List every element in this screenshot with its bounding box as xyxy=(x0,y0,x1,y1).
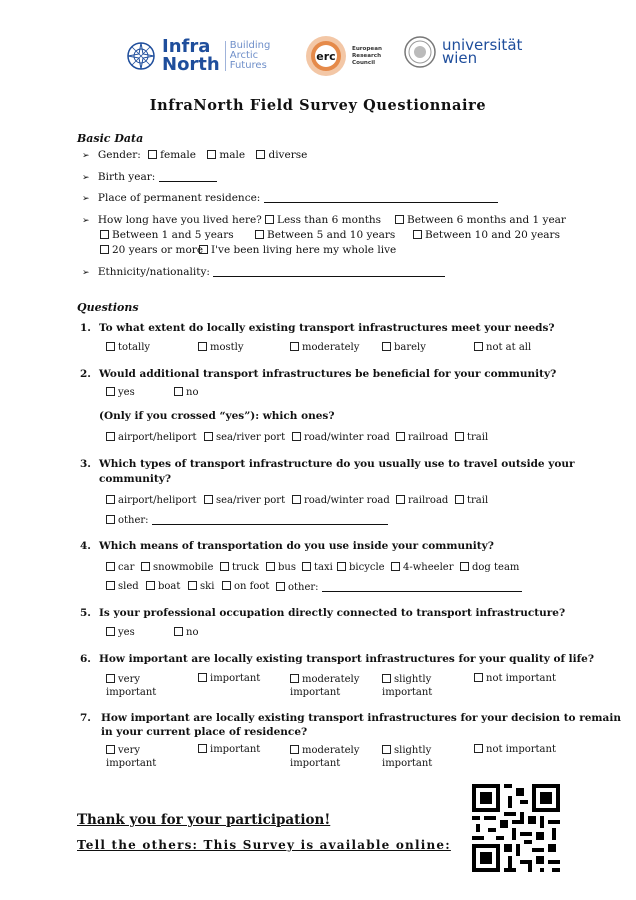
infranorth-logo xyxy=(126,38,270,74)
q7-number: 7. xyxy=(80,712,91,724)
duration-row-1 xyxy=(82,214,262,226)
q3-option-trail[interactable]: trail xyxy=(455,495,488,506)
checkbox-icon[interactable] xyxy=(174,627,183,636)
q4-option-sled[interactable]: sled xyxy=(106,581,139,592)
thank-you-text: Thank you for your participation! xyxy=(77,812,331,828)
checkbox-icon[interactable] xyxy=(106,387,115,396)
university-seal-icon xyxy=(404,36,436,68)
q3-option-road[interactable]: road/winter road xyxy=(292,495,390,506)
q6-option-moderately-important[interactable]: moderately important xyxy=(290,674,360,698)
checkbox-icon[interactable] xyxy=(302,562,311,571)
checkbox-icon[interactable] xyxy=(292,495,301,504)
checkbox-icon[interactable] xyxy=(106,745,115,754)
online-survey-text: Tell the others: This Survey is available online: xyxy=(77,838,451,852)
gender-male[interactable]: male xyxy=(207,149,245,161)
checkbox-icon[interactable] xyxy=(188,581,197,590)
checkbox-icon[interactable] xyxy=(146,581,155,590)
univie-logo xyxy=(404,36,522,68)
erc-name: European Research Council xyxy=(352,45,382,66)
duration-option-5[interactable]: Between 10 and 20 years xyxy=(413,229,560,241)
checkbox-icon[interactable] xyxy=(106,627,115,636)
checkbox-icon[interactable] xyxy=(106,581,115,590)
ethnicity-label: Ethnicity/nationality: xyxy=(97,266,210,278)
infranorth-tagline: Building Arctic Futures xyxy=(225,41,271,71)
checkbox-icon[interactable] xyxy=(455,495,464,504)
checkbox-icon[interactable] xyxy=(292,432,301,441)
q7-text-line2: in your current place of residence? xyxy=(101,726,308,738)
q2-sub-trail[interactable]: trail xyxy=(455,432,488,443)
q4-other-field[interactable] xyxy=(322,581,522,592)
q2-sub-railroad[interactable]: railroad xyxy=(396,432,448,443)
birth-year-label: Birth year: xyxy=(97,171,156,183)
q5-option-no[interactable]: no xyxy=(174,627,198,638)
gender-female[interactable]: female xyxy=(148,149,196,161)
checkbox-icon[interactable] xyxy=(204,495,213,504)
q7-option-important[interactable]: important xyxy=(198,744,260,755)
erc-burst-icon xyxy=(304,34,348,78)
erc-mark: erc xyxy=(316,50,336,63)
q6-number: 6. xyxy=(80,653,91,665)
birth-year-row xyxy=(82,171,217,183)
checkbox-icon[interactable] xyxy=(474,744,483,753)
checkbox-icon[interactable] xyxy=(290,745,299,754)
q4-text: Which means of transportation do you use inside your community? xyxy=(99,540,494,552)
q1-number: 1. xyxy=(80,322,91,334)
checkbox-icon[interactable] xyxy=(382,674,391,683)
checkbox-icon[interactable] xyxy=(106,432,115,441)
q4-option-bus[interactable]: bus xyxy=(266,562,296,573)
q3-text-line1: Which types of transport infrastructure do you usually use to travel outside your xyxy=(99,458,575,470)
duration-label: How long have you lived here? xyxy=(97,214,262,226)
gender-diverse[interactable]: diverse xyxy=(256,149,307,161)
q3-other-field[interactable] xyxy=(152,514,388,525)
q1-option-barely[interactable]: barely xyxy=(382,342,426,353)
ethnicity-row xyxy=(82,266,445,278)
erc-logo xyxy=(304,34,382,78)
residence-row xyxy=(82,192,498,204)
q7-text-line1: How important are locally existing transport infrastructures for your decision to remain xyxy=(101,712,621,724)
duration-option-4[interactable]: Between 5 and 10 years xyxy=(255,229,395,241)
duration-option-1[interactable]: Less than 6 months xyxy=(265,214,381,226)
q6-option-important[interactable]: important xyxy=(198,673,260,684)
q5-text: Is your professional occupation directly connected to transport infrastructure? xyxy=(99,607,566,619)
qr-code-icon[interactable] xyxy=(472,784,560,872)
checkbox-icon[interactable] xyxy=(141,562,150,571)
duration-option-7[interactable]: I've been living here my whole live xyxy=(199,244,396,256)
questions-heading: Questions xyxy=(77,301,139,314)
checkbox-icon[interactable] xyxy=(460,562,469,571)
q2-text: Would additional transport infrastructures be beneficial for your community? xyxy=(99,368,557,380)
checkbox-icon[interactable] xyxy=(106,342,115,351)
q5-option-yes[interactable]: yes xyxy=(106,627,135,638)
checkbox-icon[interactable] xyxy=(199,245,208,254)
q2-number: 2. xyxy=(80,368,91,380)
checkbox-icon[interactable] xyxy=(106,674,115,683)
q4-number: 4. xyxy=(80,540,91,552)
bullet-arrow-icon: ➢ xyxy=(82,216,90,226)
checkbox-icon[interactable] xyxy=(474,673,483,682)
checkbox-icon[interactable] xyxy=(174,387,183,396)
checkbox-icon[interactable] xyxy=(198,673,207,682)
q3-option-seaport[interactable]: sea/river port xyxy=(204,495,285,506)
page-title: InfraNorth Field Survey Questionnaire xyxy=(149,97,487,114)
q4-option-onfoot[interactable]: on foot xyxy=(222,581,269,592)
q6-option-not-important[interactable]: not important xyxy=(474,673,556,684)
q6-option-very-important[interactable]: very important xyxy=(106,674,157,698)
checkbox-icon[interactable] xyxy=(100,230,109,239)
q3-number: 3. xyxy=(80,458,91,470)
checkbox-icon[interactable] xyxy=(455,432,464,441)
basic-data-heading: Basic Data xyxy=(77,132,144,145)
checkbox-icon[interactable] xyxy=(266,562,275,571)
q6-option-slightly-important[interactable]: slightly important xyxy=(382,674,433,698)
q4-option-car[interactable]: car xyxy=(106,562,134,573)
q3-option-airport[interactable]: airport/heliport xyxy=(106,495,197,506)
q2-sub-airport[interactable]: airport/heliport xyxy=(106,432,197,443)
bullet-arrow-icon: ➢ xyxy=(82,151,90,161)
q1-option-mostly[interactable]: mostly xyxy=(198,342,244,353)
bullet-arrow-icon: ➢ xyxy=(82,194,90,204)
q7-option-not-important[interactable]: not important xyxy=(474,744,556,755)
q1-option-totally[interactable]: totally xyxy=(106,342,150,353)
checkbox-icon[interactable] xyxy=(396,495,405,504)
duration-option-2[interactable]: Between 6 months and 1 year xyxy=(395,214,566,226)
checkbox-icon[interactable] xyxy=(220,562,229,571)
q4-option-other[interactable]: other: xyxy=(276,581,522,593)
q2-option-yes[interactable]: yes xyxy=(106,387,135,398)
univie-wordmark: universität wien xyxy=(442,36,523,67)
checkbox-icon[interactable] xyxy=(256,150,265,159)
q4-option-bicycle[interactable]: bicycle xyxy=(337,562,385,573)
q7-option-slightly-important[interactable]: slightly important xyxy=(382,745,433,769)
q7-option-moderately-important[interactable]: moderately important xyxy=(290,745,360,769)
q2-sub-seaport[interactable]: sea/river port xyxy=(204,432,285,443)
q4-option-taxi[interactable]: taxi xyxy=(302,562,333,573)
checkbox-icon[interactable] xyxy=(106,515,115,524)
q2-sub-road[interactable]: road/winter road xyxy=(292,432,390,443)
checkbox-icon[interactable] xyxy=(474,342,483,351)
q1-text: To what extent do locally existing transport infrastructures meet your needs? xyxy=(99,322,555,334)
ethnicity-field[interactable] xyxy=(213,266,445,277)
gender-row xyxy=(82,149,307,161)
checkbox-icon[interactable] xyxy=(198,744,207,753)
q3-option-railroad[interactable]: railroad xyxy=(396,495,448,506)
checkbox-icon[interactable] xyxy=(290,342,299,351)
checkbox-icon[interactable] xyxy=(100,245,109,254)
residence-field[interactable] xyxy=(264,192,498,203)
bullet-arrow-icon: ➢ xyxy=(82,173,90,183)
q5-number: 5. xyxy=(80,607,91,619)
checkbox-icon[interactable] xyxy=(337,562,346,571)
residence-label: Place of permanent residence: xyxy=(97,192,261,204)
header-logos xyxy=(0,34,636,78)
q1-option-moderately[interactable]: moderately xyxy=(290,342,359,353)
q4-option-4wheeler[interactable]: 4-wheeler xyxy=(391,562,453,573)
q7-option-very-important[interactable]: very important xyxy=(106,745,157,769)
checkbox-icon[interactable] xyxy=(148,150,157,159)
infranorth-wordmark: Infra North xyxy=(162,36,220,75)
q4-option-dogteam[interactable]: dog team xyxy=(460,562,519,573)
checkbox-icon[interactable] xyxy=(391,562,400,571)
q4-option-truck[interactable]: truck xyxy=(220,562,259,573)
q1-option-not-at-all[interactable]: not at all xyxy=(474,342,531,353)
gender-label: Gender: xyxy=(97,149,141,161)
q6-text: How important are locally existing transport infrastructures for your quality of life? xyxy=(99,653,594,665)
q3-text-line2: community? xyxy=(99,473,171,485)
compass-rose-icon xyxy=(126,41,156,71)
checkbox-icon[interactable] xyxy=(198,342,207,351)
checkbox-icon[interactable] xyxy=(276,582,285,591)
q4-option-snowmobile[interactable]: snowmobile xyxy=(141,562,213,573)
checkbox-icon[interactable] xyxy=(382,342,391,351)
bullet-arrow-icon: ➢ xyxy=(82,268,90,278)
checkbox-icon[interactable] xyxy=(222,581,231,590)
birth-year-field[interactable] xyxy=(159,171,217,182)
checkbox-icon[interactable] xyxy=(382,745,391,754)
duration-option-6[interactable]: 20 years or more xyxy=(100,244,203,256)
checkbox-icon[interactable] xyxy=(413,230,422,239)
checkbox-icon[interactable] xyxy=(204,432,213,441)
q3-option-other[interactable]: other: xyxy=(106,514,388,526)
checkbox-icon[interactable] xyxy=(255,230,264,239)
checkbox-icon[interactable] xyxy=(106,562,115,571)
duration-option-3[interactable]: Between 1 and 5 years xyxy=(100,229,234,241)
checkbox-icon[interactable] xyxy=(290,674,299,683)
checkbox-icon[interactable] xyxy=(395,215,404,224)
checkbox-icon[interactable] xyxy=(207,150,216,159)
checkbox-icon[interactable] xyxy=(396,432,405,441)
q4-option-boat[interactable]: boat xyxy=(146,581,180,592)
q2-subquestion: (Only if you crossed “yes”): which ones? xyxy=(99,410,335,422)
q4-option-ski[interactable]: ski xyxy=(188,581,214,592)
checkbox-icon[interactable] xyxy=(265,215,274,224)
q2-option-no[interactable]: no xyxy=(174,387,198,398)
checkbox-icon[interactable] xyxy=(106,495,115,504)
